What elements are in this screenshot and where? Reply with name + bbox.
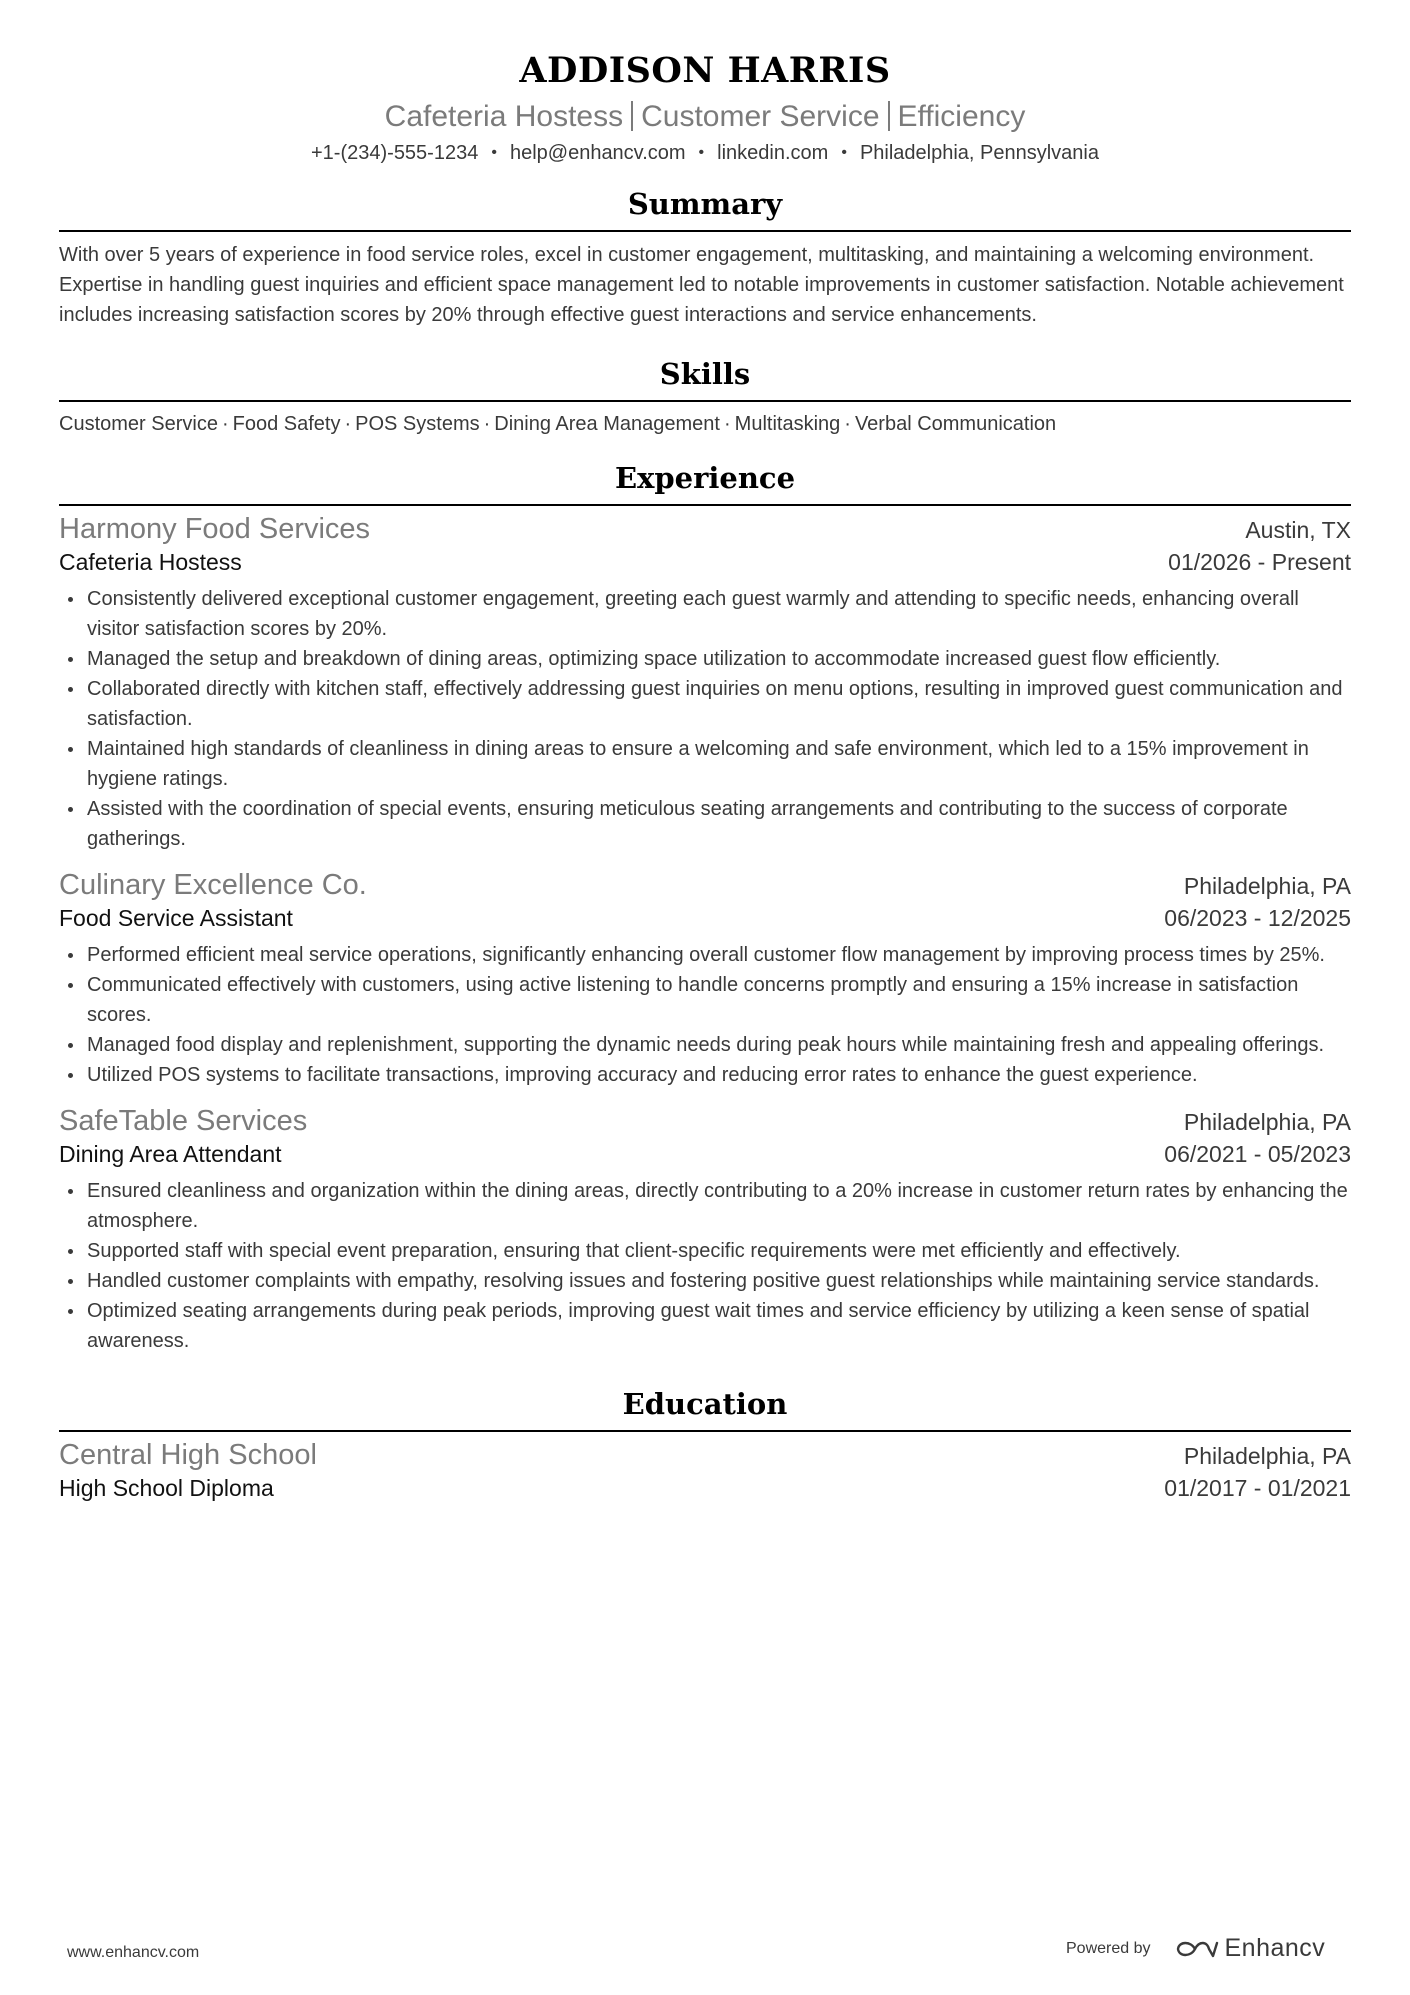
list-item: Communicated effectively with customers, using active listening to handle concerns promptly and ensuring a 15% increase in satisfaction scores. xyxy=(59,970,1351,1030)
education-section xyxy=(59,1384,1351,1504)
education-entry xyxy=(59,1436,1351,1504)
job-bullets xyxy=(59,940,1351,1090)
section-divider xyxy=(59,400,1351,402)
skill-separator: · xyxy=(344,413,352,435)
job-dates: 06/2023 - 12/2025 xyxy=(1164,905,1351,931)
job-location: Austin, TX xyxy=(1245,517,1351,543)
phone: +1-(234)-555-1234 xyxy=(311,142,479,164)
company-name: Harmony Food Services xyxy=(59,513,371,545)
section-divider xyxy=(59,1430,1351,1432)
bullet-separator: • xyxy=(841,144,847,161)
brand-logo xyxy=(1173,1934,1326,1963)
job-bullets xyxy=(59,584,1351,854)
summary-text: With over 5 years of experience in food service roles, excel in customer engagement, multitasking, and maintaining a welcoming environment. Expertise in handling guest inquiries and efficient space management led to notable improvements in customer satisfaction. Notable achievement includes increasing satisfaction scores by 20% through effective guest interactions and service enhancements. xyxy=(59,244,1344,326)
skill-separator: · xyxy=(844,413,851,435)
headline-part: Cafeteria Hostess xyxy=(384,100,624,133)
job-entry xyxy=(59,866,1351,1090)
resume-header xyxy=(0,0,1410,166)
section-title-summary: Summary xyxy=(627,187,783,221)
list-item: Ensured cleanliness and organization within the dining areas, directly contributing to a 20% increase in customer return rates by enhancing the atmosphere. xyxy=(59,1176,1351,1236)
section-title-skills: Skills xyxy=(659,357,751,391)
headline-separator xyxy=(631,101,633,131)
footer-branding[interactable] xyxy=(1066,1934,1325,1963)
job-role: Dining Area Attendant xyxy=(59,1141,282,1167)
skill-item: Multitasking xyxy=(734,413,841,435)
company-name: Culinary Excellence Co. xyxy=(59,869,367,901)
enhancv-logo-icon xyxy=(1173,1937,1219,1961)
skill-separator: · xyxy=(221,413,229,435)
experience-section xyxy=(59,458,1351,1356)
skill-item: Verbal Communication xyxy=(854,413,1057,435)
job-entry xyxy=(59,510,1351,854)
bullet-separator: • xyxy=(491,144,497,161)
job-entry xyxy=(59,1102,1351,1356)
section-divider xyxy=(59,230,1351,232)
job-location: Philadelphia, PA xyxy=(1183,873,1351,899)
list-item: Performed efficient meal service operations, significantly enhancing overall customer flow management by improving process times by 25%. xyxy=(59,940,1351,970)
footer-website-link[interactable]: www.enhancv.com xyxy=(67,1944,200,1961)
candidate-name: ADDISON HARRIS xyxy=(519,50,891,91)
section-title-experience: Experience xyxy=(614,461,796,495)
list-item: Assisted with the coordination of special events, ensuring meticulous seating arrangements and contributing to the success of corporate gatherings. xyxy=(59,794,1351,854)
powered-by-label: Powered by xyxy=(1066,1939,1151,1957)
skill-item: Dining Area Management xyxy=(494,413,720,435)
job-dates: 06/2021 - 05/2023 xyxy=(1164,1141,1351,1167)
location: Philadelphia, Pennsylvania xyxy=(859,142,1099,164)
job-location: Philadelphia, PA xyxy=(1183,1109,1351,1135)
list-item: Optimized seating arrangements during peak periods, improving guest wait times and service efficiency by utilizing a keen sense of spatial awareness. xyxy=(59,1296,1351,1356)
degree: High School Diploma xyxy=(59,1475,274,1501)
summary-section xyxy=(59,184,1351,330)
headline-part: Efficiency xyxy=(897,100,1026,133)
job-role: Food Service Assistant xyxy=(59,905,293,931)
skills-section xyxy=(59,354,1351,438)
section-divider xyxy=(59,504,1351,506)
skill-item: Customer Service xyxy=(59,413,218,435)
email-link[interactable]: help@enhancv.com xyxy=(509,142,686,164)
education-dates: 01/2017 - 01/2021 xyxy=(1164,1475,1351,1501)
headline-part: Customer Service xyxy=(641,100,880,133)
list-item: Handled customer complaints with empathy, resolving issues and fostering positive guest relationships while maintaining service standards. xyxy=(59,1266,1351,1296)
bullet-separator: • xyxy=(698,144,705,161)
school-name: Central High School xyxy=(59,1439,317,1471)
skill-separator: · xyxy=(483,413,491,435)
brand-name: Enhancv xyxy=(1224,1934,1326,1962)
skills-list xyxy=(59,410,1351,438)
section-title-education: Education xyxy=(622,1387,788,1421)
list-item: Maintained high standards of cleanliness in dining areas to ensure a welcoming and safe environment, which led to a 15% improvement in hygiene ratings. xyxy=(59,734,1351,794)
list-item: Collaborated directly with kitchen staff, effectively addressing guest inquiries on menu options, resulting in improved guest communication and satisfaction. xyxy=(59,674,1351,734)
school-location: Philadelphia, PA xyxy=(1183,1443,1351,1469)
skill-item: POS Systems xyxy=(355,413,480,435)
job-role: Cafeteria Hostess xyxy=(59,549,242,575)
contact-line xyxy=(0,140,1410,166)
list-item: Utilized POS systems to facilitate transactions, improving accuracy and reducing error rates to enhance the guest experience. xyxy=(59,1060,1351,1090)
job-bullets xyxy=(59,1176,1351,1356)
skill-item: Food Safety xyxy=(232,413,341,435)
headline xyxy=(0,98,1410,136)
company-name: SafeTable Services xyxy=(59,1105,308,1137)
job-dates: 01/2026 - Present xyxy=(1168,549,1351,575)
skill-separator: · xyxy=(723,413,731,435)
list-item: Managed food display and replenishment, supporting the dynamic needs during peak hours while maintaining fresh and appealing offerings. xyxy=(59,1030,1351,1060)
headline-separator xyxy=(888,101,890,131)
linkedin-link[interactable]: linkedin.com xyxy=(717,142,829,164)
list-item: Consistently delivered exceptional customer engagement, greeting each guest warmly and attending to specific needs, enhancing overall visitor satisfaction scores by 20%. xyxy=(59,584,1351,644)
list-item: Managed the setup and breakdown of dining areas, optimizing space utilization to accommodate increased guest flow efficiently. xyxy=(59,644,1351,674)
list-item: Supported staff with special event preparation, ensuring that client-specific requirements were met efficiently and effectively. xyxy=(59,1236,1351,1266)
